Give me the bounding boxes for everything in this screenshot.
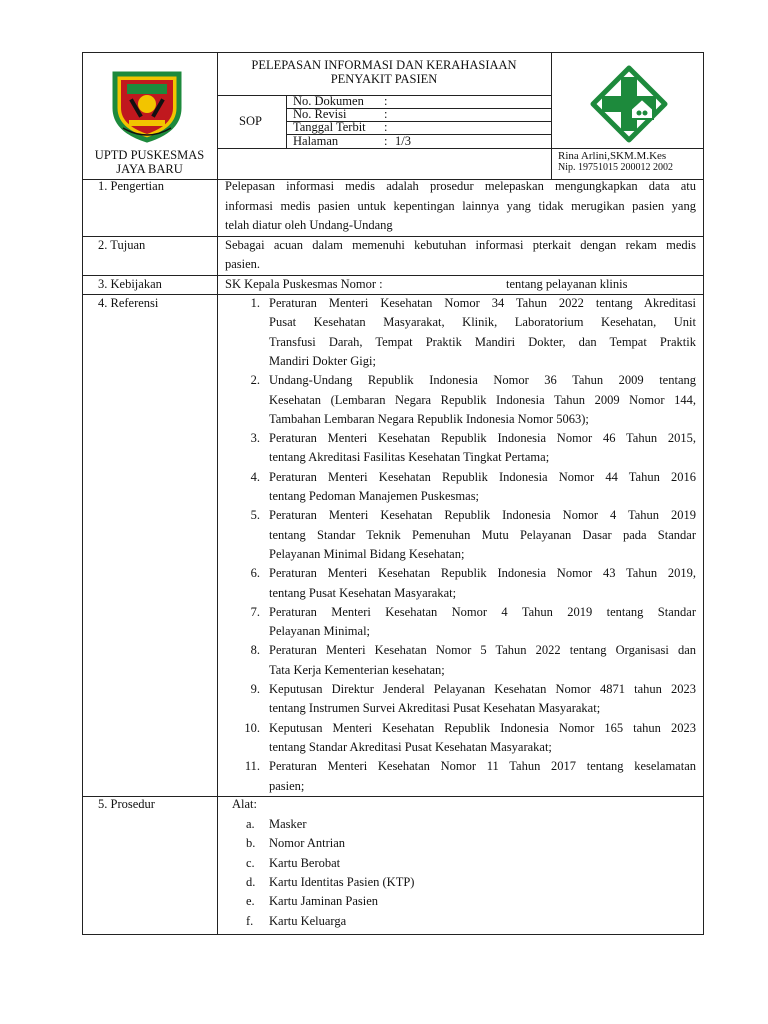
referensi-line: Tambahan Lembaran Negara Republik Indonesia Nomor 5063); [269,411,589,426]
alat-item: Kartu Berobat [269,855,341,870]
tujuan-line: pasien. [225,257,261,271]
referensi-line: Peraturan Menteri Kesehatan Nomor 4 Tahun 2019 tentang Standar [269,604,696,619]
divider [551,52,552,179]
alat-item: Kartu Jaminan Pasien [269,894,379,909]
alat-item: Kartu Keluarga [269,913,347,928]
referensi-line: tentang Pedoman Manajemen Puskesmas; [269,489,480,503]
referensi-line: tentang Akreditasi Fasilitas Kesehatan Tingkat Pertama; [269,450,550,465]
alat-letter: f. [246,913,254,928]
org-name [82,148,217,176]
kebijakan-text: SK Kepala Puskesmas Nomor : [225,277,383,291]
divider [82,796,704,797]
divider [217,52,218,935]
referensi-line: Peraturan Menteri Kesehatan Republik Indonesia Nomor 43 Tahun 2019, [269,566,696,581]
referensi-line: Peraturan Menteri Kesehatan Republik Indonesia Nomor 44 Tahun 2016 [269,469,696,484]
field-sep: : [384,94,388,108]
referensi-line: Tata Kerja Kementerian kesehatan; [269,662,445,677]
tujuan-line: Sebagai acuan dalam memenuhi kebutuhan informasi pterkait dengan rekam medis [225,238,696,252]
field-sep: : [384,107,388,121]
referensi-number: 9. [250,682,260,696]
referensi-line: Peraturan Menteri Kesehatan Republik Indonesia Nomor 46 Tahun 2015, [269,431,696,446]
prosedur-heading: Alat: [232,797,257,811]
field-no-dokumen: No. Dokumen [293,94,364,108]
field-tanggal-terbit: Tanggal Terbit [293,120,366,134]
alat-letter: a. [246,817,255,831]
section-label-tujuan: 2. Tujuan [98,238,146,252]
referensi-number: 7. [250,604,260,619]
pengertian-line: informasi medis pasien untuk kepentingan lainnya yang tidak merugikan pasien yang [225,199,696,213]
pengertian-line: Pelepasan informasi medis adalah prosedur melepaskan mengungkapkan data atu [225,179,696,193]
referensi-line: Pelayanan Minimal Bidang Kesehatan; [269,546,465,561]
field-no-revisi: No. Revisi [293,107,347,121]
pengertian-line: telah diatur oleh Undang-Undang [225,218,393,232]
referensi-line: Peraturan Menteri Kesehatan Nomor 34 Tahun 2022 tentang Akreditasi [269,296,696,310]
referensi-line: Kesehatan (Lembaran Negara Republik Indonesia Tahun 2009 Nomor 144, [269,392,696,407]
referensi-line: Pelayanan Minimal; [269,624,371,639]
document-title [217,58,551,86]
alat-item: Masker [269,817,307,831]
title-line: PENYAKIT PASIEN [330,72,438,86]
signer-name: Rina Arlini,SKM.M.Kes [558,150,667,162]
divider [217,148,704,149]
signer-nip: Nip. 19751015 200012 2002 [558,162,673,173]
referensi-number: 2. [250,373,260,388]
alat-letter: d. [246,874,256,889]
referensi-line: tentang Instrumen Survei Akreditasi Pusat Kesehatan Masyarakat; [269,701,601,716]
referensi-line: Mandiri Dokter Gigi; [269,353,376,368]
section-label-kebijakan: 3. Kebijakan [98,277,162,291]
referensi-number: 3. [250,431,260,446]
referensi-line: pasien; [269,778,305,793]
field-halaman: Halaman [293,134,339,148]
referensi-line: Peraturan Menteri Kesehatan Republik Indonesia Nomor 4 Tahun 2019 [269,508,696,523]
referensi-number: 4. [250,469,260,484]
referensi-line: Undang-Undang Republik Indonesia Nomor 36 Tahun 2009 tentang [269,373,696,388]
field-sep: : [384,134,388,148]
referensi-line: Keputusan Menteri Kesehatan Republik Indonesia Nomor 165 tahun 2023 [269,720,696,735]
section-label-prosedur: 5. Prosedur [98,797,155,811]
referensi-line: Pusat Kesehatan Masyarakat, Klinik, Laboratorium Kesehatan, Unit [269,315,696,330]
referensi-line: tentang Standar Akreditasi Pusat Kesehatan Masyarakat; [269,739,552,754]
org-line: UPTD PUSKESMAS [94,148,205,162]
kebijakan-text: tentang pelayanan klinis [506,277,628,291]
regional-crest-logo-icon [109,68,185,144]
org-line: JAYA BARU [116,162,183,176]
alat-letter: c. [246,855,255,870]
referensi-line: tentang Standar Teknik Pemenuhan Mutu Pelayanan Dasar pada Standar [269,527,696,542]
field-halaman-value: 1/3 [395,134,411,148]
referensi-number: 5. [250,508,260,523]
sop-label: SOP [239,114,262,128]
referensi-number: 10. [244,720,260,735]
referensi-line: Keputusan Direktur Jenderal Pelayanan Kesehatan Nomor 4871 tahun 2023 [269,682,696,696]
referensi-line: Peraturan Menteri Kesehatan Nomor 5 Tahun 2022 tentang Organisasi dan [269,643,696,658]
alat-letter: e. [246,894,255,909]
referensi-number: 11. [244,759,260,774]
puskesmas-logo-icon [590,65,668,143]
referensi-number: 1. [250,296,260,310]
section-label-pengertian: 1. Pengertian [98,179,164,193]
referensi-line: Transfusi Darah, Tempat Praktik Mandiri Dokter, dan Tempat Praktik [269,334,696,349]
alat-item: Kartu Identitas Pasien (KTP) [269,874,415,889]
alat-letter: b. [246,836,256,851]
referensi-line: tentang Pusat Kesehatan Masyarakat; [269,585,457,600]
title-line: PELEPASAN INFORMASI DAN KERAHASIAAN [251,58,517,72]
section-label-referensi: 4. Referensi [98,296,159,310]
referensi-line: Peraturan Menteri Kesehatan Nomor 11 Tahun 2017 tentang keselamatan [269,759,696,774]
field-sep: : [384,120,388,134]
alat-item: Nomor Antrian [269,836,346,851]
referensi-number: 8. [250,643,260,658]
referensi-number: 6. [250,566,260,581]
